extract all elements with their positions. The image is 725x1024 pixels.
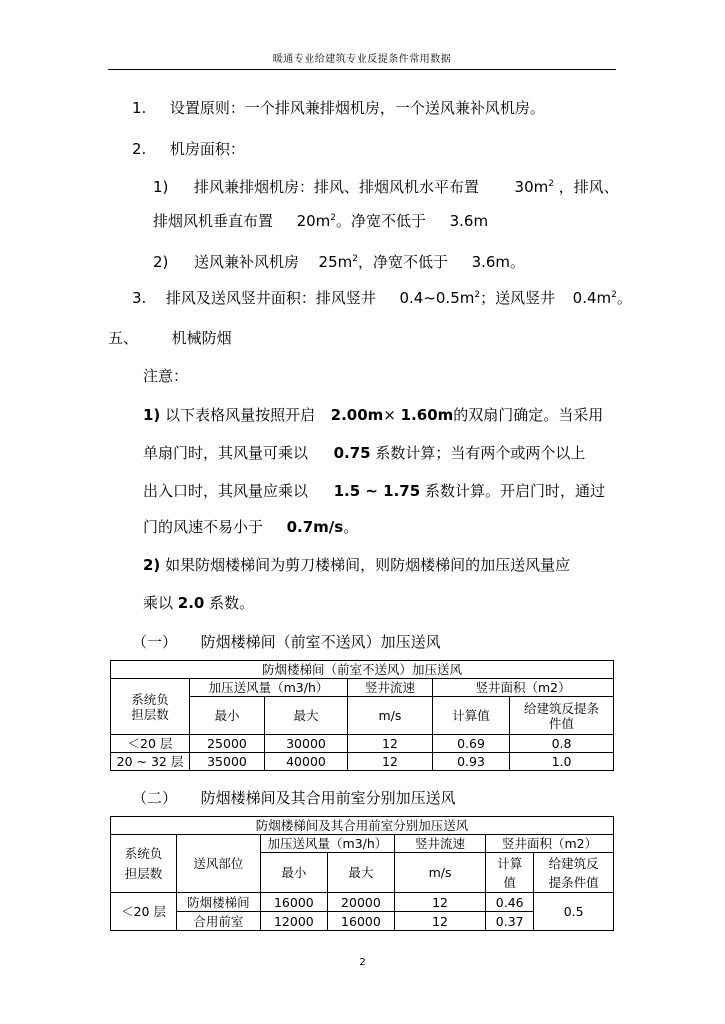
- note-1-line-3: [143, 481, 605, 501]
- item-1-number: 1.: [132, 99, 147, 117]
- item-3-text: 排风及送风竖井面积：排风竖井: [165, 289, 376, 307]
- note-1-number: 1): [143, 406, 161, 424]
- item-1: [132, 98, 545, 118]
- table-2-header-area: 竖井面积（m2）: [486, 835, 614, 853]
- table-row: [111, 753, 614, 771]
- table-2-cell-cond: 0.5: [534, 893, 614, 931]
- note-1-line-4: [143, 517, 358, 537]
- item-1-text: 设置原则：一个排风兼排烟机房，一个送风兼补风机房。: [169, 99, 545, 117]
- table-2-cell-part: 防烟楼梯间: [177, 893, 261, 912]
- header-rule: [108, 69, 616, 70]
- item-2-2-number: 2): [153, 253, 169, 271]
- item-3-exhaust-area: 0.4~0.5m: [399, 289, 475, 307]
- item-2-1-cont-width-text: 。净宽不低于: [336, 212, 427, 230]
- table-1-header-layers-text: 系统负担层数: [131, 691, 169, 722]
- table-1-cell-min: 35000: [190, 753, 265, 771]
- table-1-cell-velocity: 12: [348, 753, 433, 771]
- table-1-cell-min: 25000: [190, 735, 265, 753]
- table-1-cell-max: 40000: [265, 753, 348, 771]
- table-2-caption: 防烟楼梯间及其合用前室分别加压送风: [111, 817, 614, 835]
- table-1-cell-cond: 0.8: [510, 735, 614, 753]
- section-5-heading: [108, 328, 232, 348]
- table-row: [111, 735, 614, 753]
- item-2-number: 2.: [132, 140, 147, 158]
- table-1-cell-layers: ＜20 层: [111, 735, 190, 753]
- note-2-line-1: [143, 555, 570, 575]
- note-1-door-height: 1.60m: [400, 406, 454, 424]
- table-2-heading-number: （二）: [132, 789, 178, 807]
- item-2: [132, 139, 245, 159]
- item-2-1: [153, 177, 619, 197]
- table-1-heading-number: （一）: [132, 633, 178, 651]
- table-1-header-ms: m/s: [348, 697, 433, 735]
- item-2-1-tail: ，排风、: [558, 178, 619, 196]
- table-2-header-max: 最大: [327, 853, 394, 893]
- note-1-line-4-end: 。: [343, 518, 359, 536]
- table-2-heading: [132, 788, 456, 808]
- table-1-heading: [132, 632, 441, 652]
- table-1-header-min: 最小: [190, 697, 265, 735]
- table-2-cell-part: 合用前室: [177, 912, 261, 931]
- note-2-line-2-end: 系数。: [209, 594, 255, 612]
- running-header: 暖通专业给建筑专业反提条件常用数据: [272, 54, 452, 65]
- item-2-text: 机房面积：: [169, 140, 245, 158]
- item-2-1-cont: [153, 211, 488, 231]
- table-1-header-layers: [111, 679, 190, 735]
- note-1-door-width: 2.00m: [330, 406, 384, 424]
- table-2-header-layers: [111, 835, 177, 893]
- table-1-cell-cond: 1.0: [510, 753, 614, 771]
- note-1-velocity: 0.7m/s: [286, 518, 344, 536]
- table-2-cell-layers: ＜20 层: [111, 893, 177, 931]
- note-1-multi-factor: 1.5 ~ 1.75: [333, 482, 421, 500]
- table-1-header-max: 最大: [265, 697, 348, 735]
- item-2-2-width-text: ，净宽不低于: [357, 253, 448, 271]
- table-2-cell-velocity: 12: [394, 912, 485, 931]
- item-2-1-cont-text: 排烟风机垂直布置: [153, 212, 274, 230]
- item-2-2: [153, 252, 525, 272]
- table-2-header-calc-text: 计算值: [497, 855, 523, 890]
- table-1-header-area: 竖井面积（m2）: [433, 679, 614, 697]
- table-2-header-velocity: 竖井流速: [394, 835, 485, 853]
- table-2-cell-max: 16000: [327, 912, 394, 931]
- item-2-1-area: 30m: [514, 178, 549, 196]
- table-1-cell-max: 30000: [265, 735, 348, 753]
- table-1-header-calc: 计算值: [433, 697, 510, 735]
- table-2-header-airflow: 加压送风量（m3/h）: [260, 835, 394, 853]
- item-3-sup-2: 2: [611, 290, 617, 300]
- table-2-header-calc: [486, 853, 534, 893]
- note-1-times: ×: [383, 406, 396, 424]
- table-1-heading-title: 防烟楼梯间（前室不送风）加压送风: [200, 633, 441, 651]
- table-2: [110, 816, 614, 931]
- note-1-line-4-text: 门的风速不易小于: [143, 518, 264, 536]
- note-1-line-2-text: 单扇门时，其风量可乘以: [143, 444, 309, 462]
- table-1-cell-velocity: 12: [348, 735, 433, 753]
- item-2-2-text: 送风兼补风机房: [193, 253, 299, 271]
- table-2-header-cond: [534, 853, 614, 893]
- note-2-line-2-text: 乘以: [143, 594, 174, 612]
- table-2-cell-velocity: 12: [394, 893, 485, 912]
- table-2-cell-calc: 0.37: [486, 912, 534, 931]
- item-2-1-cont-area: 20m: [296, 212, 331, 230]
- table-1-header-cond-text: 给建筑反提条件值: [523, 700, 599, 731]
- table-row: [111, 893, 614, 912]
- item-2-1-cont-sup: 2: [330, 213, 337, 223]
- note-title: 注意：: [143, 367, 189, 385]
- table-1: [110, 660, 614, 771]
- item-3-supply-area: 0.4m: [572, 289, 612, 307]
- table-2-cell-max: 20000: [327, 893, 394, 912]
- item-3-sup-1: 2: [474, 290, 481, 300]
- note-2-text: 如果防烟楼梯间为剪刀楼梯间，则防烟楼梯间的加压送风量应: [165, 556, 571, 574]
- table-2-header-part: 送风部位: [177, 835, 261, 893]
- note-1-line-3-text: 出入口时，其风量应乘以: [143, 482, 309, 500]
- note-1-text-2: 的双扇门确定。当采用: [453, 406, 604, 424]
- item-3-end: 。: [616, 289, 632, 307]
- item-2-1-sup: 2: [548, 179, 554, 189]
- table-2-cell-min: 16000: [260, 893, 327, 912]
- note-2-line-2: [143, 593, 254, 613]
- note-1-line-1: [143, 405, 603, 425]
- item-3: [132, 288, 632, 308]
- table-1-header-airflow: 加压送风量（m3/h）: [190, 679, 348, 697]
- table-2-header-ms: m/s: [394, 853, 485, 893]
- item-3-supply-text: ；送风竖井: [480, 289, 556, 307]
- table-2-cell-calc: 0.46: [486, 893, 534, 912]
- section-5-number: 五、: [108, 329, 139, 347]
- page-number: 2: [359, 957, 366, 968]
- item-2-2-width: 3.6m。: [471, 253, 526, 271]
- item-2-1-cont-width: 3.6m: [449, 212, 489, 230]
- item-3-number: 3.: [132, 289, 147, 307]
- note-1-single-factor: 0.75: [333, 444, 371, 462]
- table-1-header-velocity: 竖井流速: [348, 679, 433, 697]
- table-1-cell-calc: 0.69: [433, 735, 510, 753]
- table-1-cell-layers: 20 ~ 32 层: [111, 753, 190, 771]
- note-1-line-2-tail: 系数计算；当有两个或两个以上: [375, 444, 586, 462]
- table-2-cell-min: 12000: [260, 912, 327, 931]
- note-2-number: 2): [143, 556, 161, 574]
- table-1-cell-calc: 0.93: [433, 753, 510, 771]
- table-1-caption: 防烟楼梯间（前室不送风）加压送风: [111, 661, 614, 679]
- table-2-heading-title: 防烟楼梯间及其合用前室分别加压送风: [200, 789, 456, 807]
- section-5-title: 机械防烟: [171, 329, 232, 347]
- note-2-factor: 2.0: [177, 594, 205, 612]
- note-1-line-2: [143, 443, 585, 463]
- item-2-1-number: 1): [153, 178, 169, 196]
- note-1-text: 以下表格风量按照开启: [165, 406, 316, 424]
- table-1-header-cond: [510, 697, 614, 735]
- table-2-header-cond-text: 给建筑反提条件值: [548, 855, 599, 890]
- item-2-2-sup: 2: [352, 254, 358, 264]
- item-2-2-area: 25m: [318, 253, 353, 271]
- item-2-1-text: 排风兼排烟机房：排风、排烟风机水平布置: [193, 178, 479, 196]
- note-1-line-3-tail: 系数计算。开启门时，通过: [424, 482, 605, 500]
- table-2-header-min: 最小: [260, 853, 327, 893]
- table-2-header-layers-text: 系统负担层数: [124, 845, 163, 881]
